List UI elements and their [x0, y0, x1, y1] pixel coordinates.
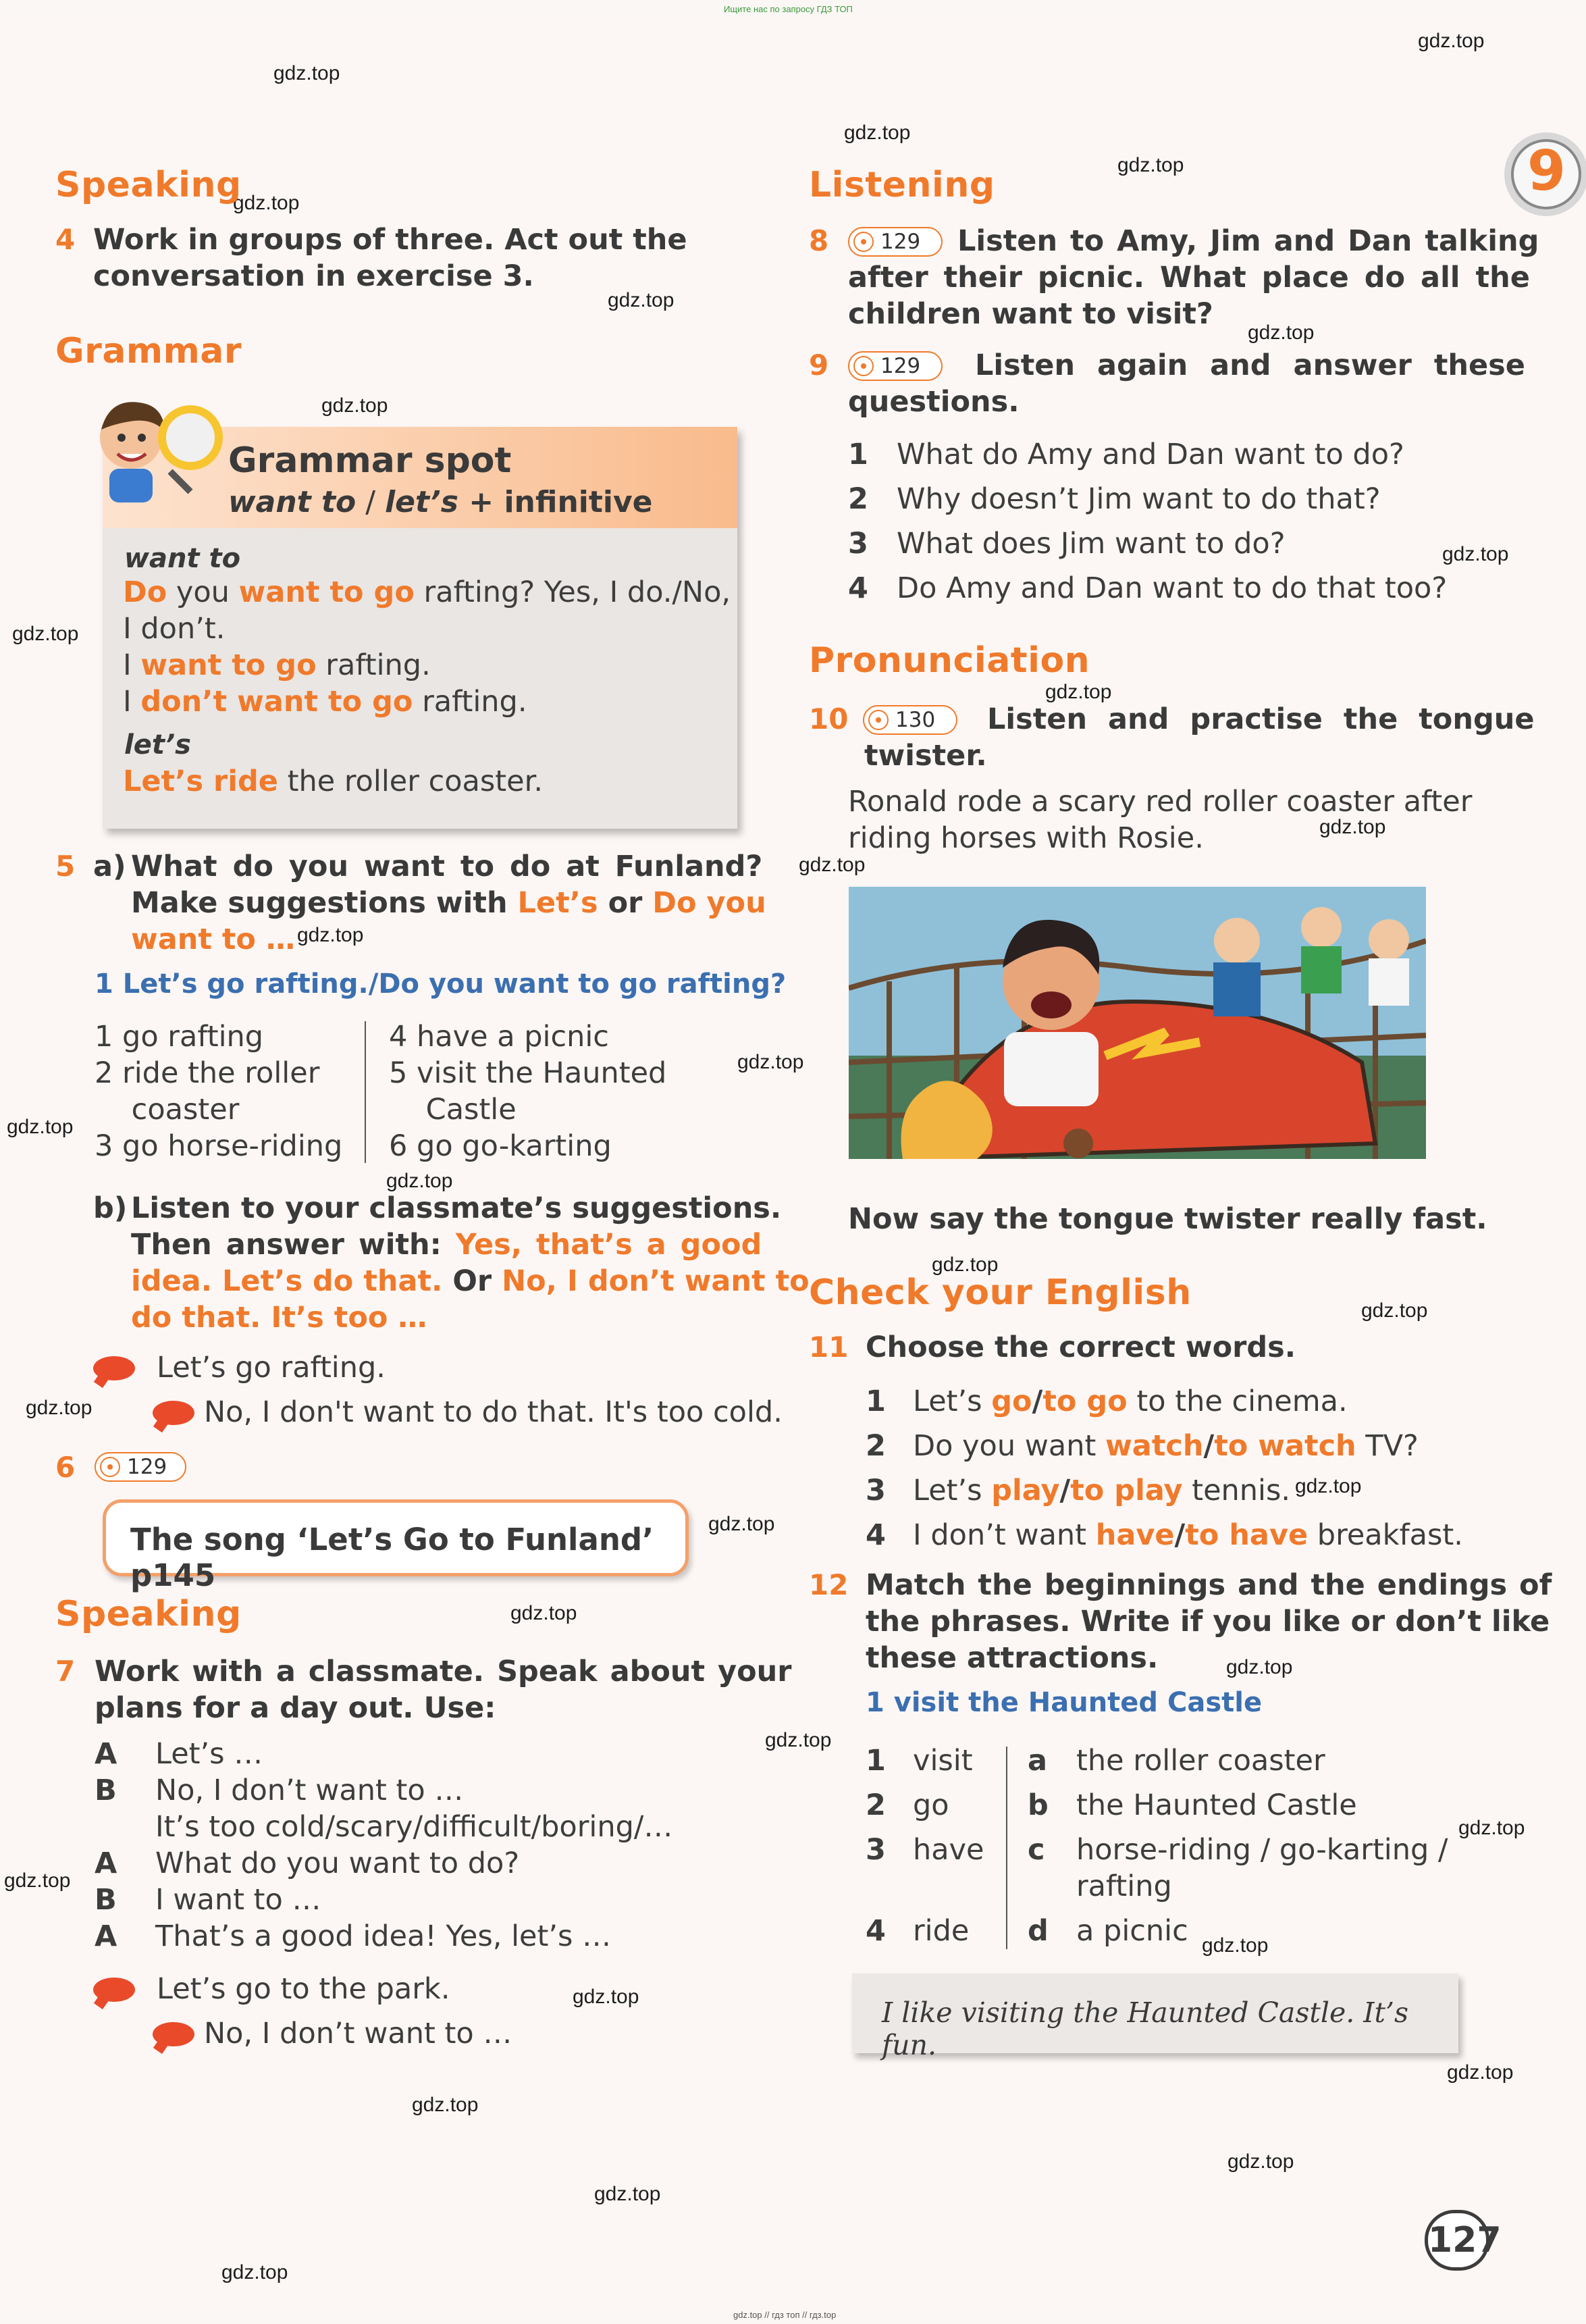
exercise-instruction: the phrases. Write if you like or don’t like [866, 1605, 1550, 1638]
grammar-label-lets: let’s [124, 729, 191, 760]
list-item: 5 visit the Haunted [389, 1056, 667, 1090]
watermark: gdz.top [386, 1170, 453, 1192]
watermark: gdz.top [12, 623, 79, 645]
exercise-instruction: these attractions. [866, 1641, 1159, 1675]
exercise-instruction: Listen and practise the tongue [987, 702, 1535, 736]
speaking-heading: Speaking [55, 1594, 242, 1634]
exercise-instruction: Then answer with: Yes, that’s a good [131, 1228, 762, 1262]
unit-badge [1498, 128, 1586, 223]
question: What do Amy and Dan want to do? [897, 438, 1404, 471]
choice-sentence: Let’s play/to play tennis. [913, 1474, 1291, 1507]
pronunciation-heading: Pronunciation [809, 640, 1090, 681]
exercise-number: 10 [809, 702, 849, 735]
watermark: gdz.top [844, 122, 911, 144]
watermark: gdz.top [594, 2183, 661, 2205]
watermark: gdz.top [765, 1729, 832, 1751]
grammar-example: I don’t want to go rafting. [123, 685, 527, 719]
speaker-label: A [95, 1847, 117, 1880]
choice-sentence: Do you want watch/to watch TV? [913, 1429, 1419, 1463]
audio-track-icon[interactable]: 129 [848, 227, 943, 257]
exercise-instruction: after their picnic. What place do all the [848, 261, 1530, 294]
item-number: 3 [866, 1833, 886, 1867]
bottom-note: gdz.top // гдз топ // гдз.top [733, 2310, 837, 2320]
tongue-twister: Ronald rode a scary red roller coaster after [848, 785, 1473, 819]
speech-bubble-icon [153, 2022, 194, 2046]
phrase: That’s a good idea! Yes, let’s … [155, 1919, 612, 1953]
phrase-ending: horse-riding / go-karting / [1076, 1833, 1448, 1867]
list-item: 2 ride the roller [95, 1056, 320, 1090]
item-number: 4 [866, 1518, 886, 1552]
song-reference-box: The song ‘Let’s Go to Funland’ p145 [103, 1499, 689, 1576]
exercise-instruction: idea. Let’s do that. Or No, I don’t want to [131, 1264, 810, 1298]
watermark: gdz.top [1117, 154, 1184, 176]
audio-track-icon[interactable]: 130 [863, 705, 957, 735]
item-letter: c [1028, 1833, 1045, 1867]
item-letter: b [1028, 1788, 1049, 1822]
watermark: gdz.top [1248, 321, 1315, 344]
watermark: gdz.top [510, 1602, 577, 1624]
watermark: gdz.top [297, 924, 364, 946]
column-divider [1006, 1747, 1007, 1949]
tongue-twister: riding horses with Rosie. [848, 821, 1204, 855]
list-item: 1 go rafting [95, 1020, 264, 1054]
question-number: 1 [848, 438, 868, 471]
exercise-instruction: Work in groups of three. Act out the [93, 223, 687, 257]
item-number: 4 [866, 1914, 886, 1948]
watermark: gdz.top [608, 289, 675, 311]
speaking-heading: Speaking [55, 165, 242, 205]
watermark: gdz.top [737, 1051, 804, 1073]
exercise-number: 12 [809, 1568, 849, 1601]
watermark: gdz.top [273, 62, 340, 84]
grammar-spot-title: Grammar spot [228, 440, 512, 481]
question: What does Jim want to do? [897, 527, 1286, 561]
instruction: Now say the tongue twister really fast. [848, 1202, 1487, 1236]
unit-number: 9 [1527, 139, 1566, 203]
grammar-spot-subtitle: want to / let’s + infinitive [228, 485, 653, 519]
watermark: gdz.top [233, 192, 300, 214]
item-number: 2 [866, 1788, 886, 1822]
exercise-number: 6 [55, 1451, 76, 1484]
watermark: gdz.top [708, 1513, 775, 1535]
question-number: 4 [848, 571, 868, 605]
phrase: Let’s … [155, 1737, 263, 1771]
choice-sentence: I don’t want have/to have breakfast. [913, 1518, 1463, 1552]
exercise-number: 8 [809, 224, 829, 257]
question: Why doesn’t Jim want to do that? [897, 482, 1381, 516]
exercise-instruction: questions. [848, 385, 1020, 419]
grammar-example: Let’s ride the roller coaster. [123, 765, 543, 798]
phrase: What do you want to do? [155, 1847, 520, 1880]
watermark: gdz.top [932, 1254, 999, 1276]
grammar-example: I don’t. [123, 612, 226, 646]
phrase-beginning: go [913, 1788, 949, 1822]
watermark: gdz.top [1202, 1934, 1269, 1957]
question-number: 3 [848, 527, 868, 561]
exercise-instruction: Listen to your classmate’s suggestions. [131, 1191, 782, 1225]
speaker-label: A [95, 1919, 117, 1953]
item-number: 2 [866, 1429, 886, 1463]
exercise-instruction: plans for a day out. Use: [95, 1691, 496, 1725]
phrase: No, I don’t want to … [155, 1774, 464, 1807]
exercise-instruction: want to … [131, 923, 295, 956]
exercise-part-label: b) [93, 1191, 128, 1225]
watermark: gdz.top [1227, 2150, 1294, 2173]
phrase-ending: the Haunted Castle [1076, 1788, 1357, 1822]
watermark: gdz.top [1361, 1299, 1428, 1322]
phrase-ending: rafting [1076, 1869, 1172, 1903]
exercise-number: 7 [55, 1655, 76, 1688]
dialogue-line: Let’s go to the park. [157, 1972, 450, 2006]
grammar-example: I want to go rafting. [123, 648, 431, 682]
phrase-ending: the roller coaster [1076, 1744, 1325, 1778]
dialogue-line: No, I don't want to do that. It's too cold. [204, 1395, 783, 1429]
item-number: 1 [866, 1385, 886, 1418]
watermark: gdz.top [221, 2261, 288, 2283]
exercise-instruction: What do you want to do at Funland? [131, 850, 763, 883]
exercise-instruction: Choose the correct words. [866, 1331, 1296, 1364]
grammar-heading: Grammar [55, 331, 242, 371]
column-divider [365, 1021, 366, 1163]
audio-track-icon[interactable]: 129 [848, 351, 943, 381]
exercise-instruction: children want to visit? [848, 297, 1213, 331]
phrase-beginning: ride [913, 1914, 970, 1948]
watermark: gdz.top [1447, 2061, 1514, 2084]
item-number: 1 [866, 1744, 886, 1778]
question-number: 2 [848, 482, 868, 516]
exercise-instruction: do that. It’s too … [131, 1301, 427, 1335]
watermark: gdz.top [26, 1397, 92, 1419]
phrase-ending: a picnic [1076, 1914, 1188, 1948]
example-answer: 1 Let’s go rafting./Do you want to go rafting? [95, 969, 787, 1000]
exercise-number: 9 [809, 348, 829, 382]
watermark: gdz.top [4, 1869, 71, 1892]
exercise-instruction: Listen to Amy, Jim and Dan talking [957, 224, 1539, 258]
grammar-label-want-to: want to [124, 543, 241, 574]
item-number: 3 [866, 1474, 886, 1507]
speaker-label: B [95, 1774, 117, 1807]
top-note: Ищите нас по запросу ГДЗ ТОП [724, 4, 853, 14]
list-item: 6 go go-karting [389, 1129, 612, 1163]
watermark: gdz.top [321, 394, 388, 417]
exercise-number: 5 [55, 850, 76, 883]
list-item: 3 go horse-riding [95, 1129, 343, 1163]
exercise-instruction: Work with a classmate. Speak about your [95, 1655, 792, 1688]
phrase: I want to … [155, 1883, 321, 1917]
page-number: 127 [1425, 2210, 1489, 2271]
watermark: gdz.top [1458, 1817, 1525, 1839]
watermark: gdz.top [1418, 30, 1485, 52]
dialogue-line: No, I don’t want to … [204, 2017, 512, 2050]
choice-sentence: Let’s go/to go to the cinema. [913, 1385, 1348, 1418]
exercise-number: 4 [55, 223, 76, 256]
exercise-instruction: Match the beginnings and the endings of [866, 1568, 1552, 1602]
roller-coaster-illustration [849, 887, 1426, 1159]
exercise-number: 11 [809, 1331, 849, 1364]
exercise-instruction: twister. [864, 739, 987, 773]
speech-bubble-icon [93, 1978, 135, 2002]
mascot-boy-icon [89, 390, 224, 512]
audio-track-icon[interactable]: 129 [95, 1452, 186, 1482]
check-heading: Check your English [809, 1272, 1192, 1313]
dialogue-line: Let’s go rafting. [157, 1351, 386, 1385]
question: Do Amy and Dan want to do that too? [897, 571, 1448, 605]
speaker-label: B [95, 1883, 117, 1917]
speech-bubble-icon [153, 1401, 194, 1425]
speech-bubble-icon [93, 1356, 135, 1380]
watermark: gdz.top [1295, 1475, 1362, 1497]
grammar-example: Do you want to go rafting? Yes, I do./No, [123, 575, 731, 609]
watermark: gdz.top [1226, 1656, 1293, 1678]
example-answer: 1 visit the Haunted Castle [866, 1687, 1263, 1718]
list-item: coaster [95, 1093, 240, 1127]
exercise-instruction: Listen again and answer these [975, 348, 1525, 382]
watermark: gdz.top [799, 854, 866, 876]
listening-heading: Listening [809, 165, 995, 205]
watermark: gdz.top [412, 2094, 479, 2116]
exercise-instruction: conversation in exercise 3. [93, 259, 534, 293]
watermark: gdz.top [573, 1986, 639, 2008]
example-note: I like visiting the Haunted Castle. It’s fun. [852, 1973, 1458, 2053]
item-letter: a [1028, 1744, 1048, 1778]
phrase: It’s too cold/scary/difficult/boring/… [155, 1810, 673, 1844]
speaker-label: A [95, 1737, 117, 1771]
phrase-beginning: visit [913, 1744, 973, 1778]
item-letter: d [1028, 1914, 1049, 1948]
watermark: gdz.top [1319, 816, 1386, 838]
phrase-beginning: have [913, 1833, 984, 1867]
watermark: gdz.top [1045, 681, 1112, 703]
watermark: gdz.top [1442, 543, 1509, 565]
list-item: 4 have a picnic [389, 1020, 609, 1054]
list-item: Castle [389, 1093, 517, 1127]
watermark: gdz.top [7, 1116, 74, 1138]
exercise-instruction: Make suggestions with Let’s or Do you [131, 886, 766, 920]
exercise-part-label: a) [93, 850, 126, 883]
